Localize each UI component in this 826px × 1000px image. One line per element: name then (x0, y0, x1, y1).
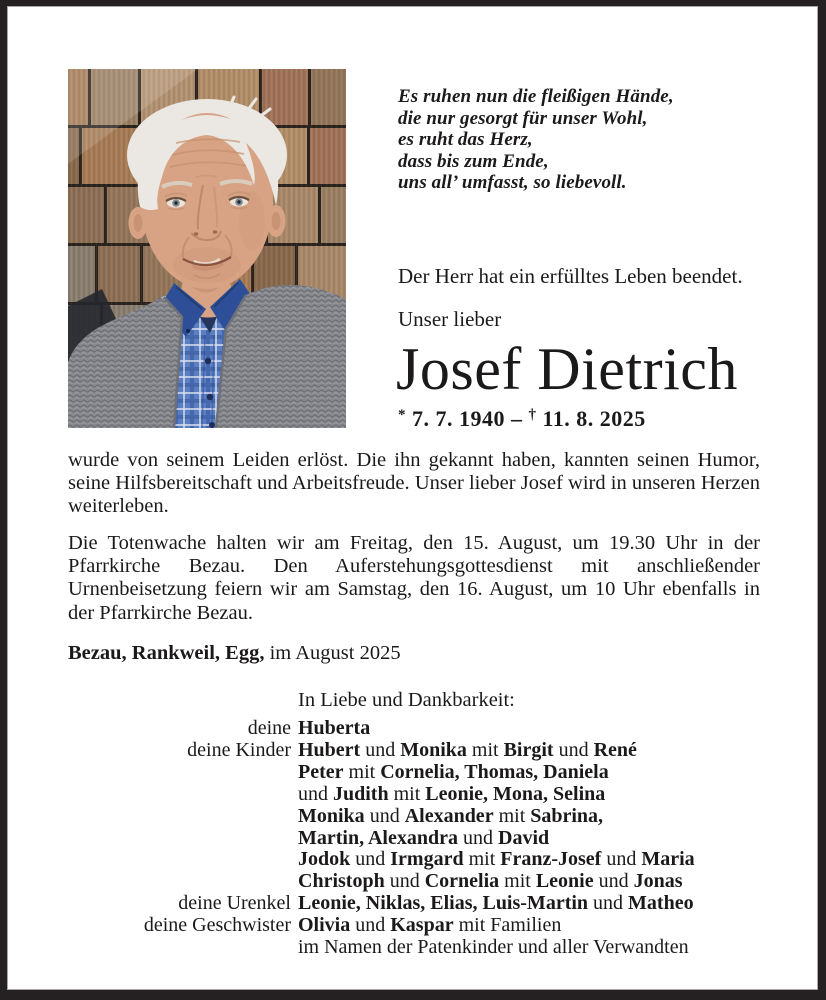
connector-text: und (601, 848, 642, 871)
opening-line: Der Herr hat ein erfülltes Leben beendet. (398, 264, 743, 288)
connector-text: und (384, 870, 425, 893)
mourner-name: Monika (400, 738, 467, 761)
mourner-name: Franz-Josef (500, 848, 602, 871)
mourner-names (298, 849, 780, 871)
mourner-names (298, 828, 780, 850)
mourner-name: Maria (641, 848, 695, 871)
connector-text: und (553, 738, 594, 761)
poem-line: uns all’ umfasst, so liebevoll. (398, 172, 627, 193)
mourner-names (298, 915, 780, 937)
list-item (68, 784, 780, 806)
life-dates (398, 406, 646, 432)
list-item (68, 849, 780, 871)
poem-line: die nur gesorgt für unser Wohl, (398, 107, 648, 129)
relation-label (68, 784, 298, 806)
mourner-name: Hubert (298, 738, 361, 761)
relation-label (68, 828, 298, 850)
list-item (68, 937, 780, 959)
list-item (68, 740, 780, 762)
connector-text: mit (493, 804, 531, 827)
relation-label: deine Urenkel (178, 892, 291, 915)
mourner-names (298, 871, 780, 893)
mourner-names (298, 740, 780, 762)
mourner-name: Monika (298, 804, 365, 827)
mourner-name: Alexander (404, 804, 494, 827)
mourner-name: David (498, 826, 550, 849)
mourner-name: Kaspar (390, 914, 454, 937)
mourner-name: Jonas (633, 870, 683, 893)
connector-text: im Namen der Patenkinder und aller Verwandten (298, 936, 689, 959)
mourner-names (298, 784, 780, 806)
poem-line: dass bis zum Ende, (398, 150, 549, 172)
dateline-places: Bezau, Rankweil, Egg, (68, 642, 265, 664)
list-item (68, 828, 780, 850)
mourners-list (68, 718, 780, 959)
connector-text: und (350, 848, 391, 871)
deceased-name: Josef Dietrich (396, 336, 738, 402)
relation-label: deine (247, 717, 291, 739)
body-paragraph-2: Die Totenwache halten wir am Freitag, den 15. August, um 19.30 Uhr in der Pfarrkirche Bezau. Den Auferstehungsgottesdienst mit anschließender Urnenbeisetzung feiern wir am Samstag, den 16. August, um 10 Uhr ebenfalls in der Pfarrkirche Bezau. (68, 532, 760, 624)
mourner-name: Peter (298, 760, 344, 783)
mourner-name: Leonie, Niklas, Elias, Luis-Martin (298, 892, 589, 915)
list-item (68, 762, 780, 784)
relation-label (68, 806, 298, 828)
connector-text: und (364, 804, 405, 827)
memorial-poem (398, 86, 674, 194)
birth-symbol: * (398, 407, 406, 423)
mourner-names (298, 762, 780, 784)
connector-text: mit Familien (453, 914, 562, 937)
mourner-names (298, 806, 780, 828)
mourner-name: Judith (333, 782, 389, 805)
mourner-name: Matheo (628, 892, 694, 915)
connector-text: und (593, 870, 634, 893)
connector-text: und (360, 738, 401, 761)
relation-label (68, 849, 298, 871)
relation-label (68, 937, 298, 959)
portrait-illustration (68, 69, 346, 428)
connector-text: mit (466, 738, 504, 761)
mourner-name: Sabrina, (530, 804, 604, 827)
dateline-date: im August 2025 (264, 642, 401, 664)
relation-label: deine Kinder (187, 738, 291, 761)
mourner-name: René (593, 738, 637, 761)
mourner-names (298, 718, 780, 740)
connector-text: und (298, 782, 333, 805)
mourner-name: Olivia (298, 914, 351, 937)
relation-label (68, 871, 298, 893)
salutation: Unser lieber (398, 307, 502, 331)
closing-heading: In Liebe und Dankbarkeit: (298, 689, 515, 711)
mourner-name: Huberta (298, 717, 371, 739)
mourner-name: Cornelia (424, 870, 500, 893)
mourner-name: Christoph (298, 870, 385, 893)
connector-text: und (588, 892, 629, 915)
connector-text: und (350, 914, 391, 937)
body-paragraph-1: wurde von seinem Leiden erlöst. Die ihn gekannt haben, kannten seinen Humor, seine Hilfsbereitschaft und Arbeitsfreude. Unser lieber Josef wird in unseren Herzen weiterleben. (68, 449, 760, 518)
birth-date: 7. 7. 1940 (412, 406, 505, 431)
mourner-name: Martin, Alexandra (298, 826, 458, 849)
dates-separator: – (511, 406, 523, 431)
relation-label (68, 762, 298, 784)
mourner-name: Leonie (535, 870, 594, 893)
connector-text: mit (499, 870, 536, 893)
death-date: 11. 8. 2025 (542, 406, 646, 431)
list-item (68, 893, 780, 915)
portrait-photo (68, 69, 346, 428)
list-item (68, 718, 780, 740)
list-item (68, 915, 780, 937)
mourner-name: Cornelia, Thomas, Daniela (380, 760, 609, 783)
relation-label: deine Geschwister (143, 914, 291, 937)
connector-text: und (458, 826, 498, 849)
connector-text: mit (463, 848, 501, 871)
connector-text: mit (388, 782, 426, 805)
list-item (68, 871, 780, 893)
mourner-names (298, 937, 780, 959)
mourner-name: Jodok (298, 848, 351, 871)
mourner-names (298, 893, 780, 915)
connector-text: mit (343, 760, 381, 783)
dateline (68, 642, 401, 665)
death-symbol: † (528, 407, 537, 423)
poem-line: Es ruhen nun die fleißigen Hände, (398, 86, 674, 107)
mourner-name: Irmgard (390, 848, 464, 871)
mourner-name: Birgit (503, 738, 554, 761)
poem-line: es ruht das Herz, (398, 129, 533, 150)
mourner-name: Leonie, Mona, Selina (425, 782, 606, 805)
list-item (68, 806, 780, 828)
